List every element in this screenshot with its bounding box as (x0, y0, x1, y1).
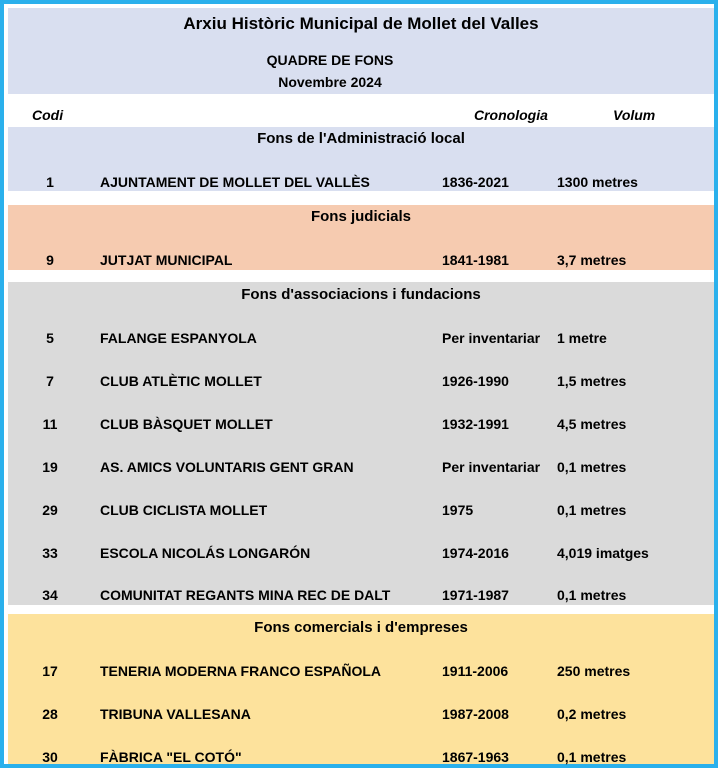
row-code: 9 (46, 252, 54, 268)
row-code: 7 (46, 373, 54, 389)
row-name: JUTJAT MUNICIPAL (100, 252, 233, 268)
table-row (8, 172, 714, 192)
section-title: Fons judicials (310, 208, 412, 225)
table-row (8, 543, 714, 563)
document-title: Arxiu Històric Municipal de Mollet del Valles (183, 14, 539, 33)
table-row (8, 250, 714, 270)
row-volume: 4,5 metres (557, 416, 627, 432)
row-volume: 1300 metres (557, 174, 638, 190)
row-volume: 0,1 metres (557, 459, 627, 475)
row-name: CLUB BÀSQUET MOLLET (100, 416, 273, 432)
row-chronology: Per inventariar (442, 330, 541, 346)
header-band (8, 8, 714, 94)
row-volume: 0,1 metres (557, 749, 627, 765)
row-name: TENERIA MODERNA FRANCO ESPAÑOLA (100, 663, 382, 679)
row-volume: 0,1 metres (557, 587, 627, 603)
row-name: COMUNITAT REGANTS MINA REC DE DALT (100, 587, 391, 603)
row-code: 34 (42, 587, 58, 603)
table-row (8, 371, 714, 391)
table-row (8, 661, 714, 681)
row-code: 17 (42, 663, 58, 679)
row-volume: 1 metre (557, 330, 607, 346)
header-code: Codi (32, 107, 64, 123)
section-title: Fons de l'Administració local (257, 130, 465, 147)
section-comercials (8, 614, 714, 764)
section-title: Fons d'associacions i fundacions (241, 286, 481, 303)
row-name: AS. AMICS VOLUNTARIS GENT GRAN (100, 459, 354, 475)
document-subtitle: QUADRE DE FONS (266, 52, 394, 68)
table-row (8, 328, 714, 348)
header-chronology: Cronologia (474, 107, 548, 123)
table-row (8, 585, 714, 605)
row-name: TRIBUNA VALLESANA (100, 706, 251, 722)
row-code: 33 (42, 545, 58, 561)
row-code: 28 (42, 706, 58, 722)
row-name: FALANGE ESPANYOLA (100, 330, 257, 346)
row-code: 1 (46, 174, 54, 190)
row-name: CLUB ATLÈTIC MOLLET (100, 373, 262, 389)
document-date: Novembre 2024 (278, 74, 382, 90)
table-row (8, 500, 714, 520)
row-volume: 0,1 metres (557, 502, 627, 518)
row-code: 19 (42, 459, 58, 475)
section-title: Fons comercials i d'empreses (254, 619, 468, 636)
row-name: ESCOLA NICOLÁS LONGARÓN (100, 545, 311, 561)
row-chronology: 1926-1990 (442, 373, 509, 389)
row-chronology: 1841-1981 (442, 252, 509, 268)
table-row (8, 414, 714, 434)
row-chronology: 1911-2006 (442, 663, 509, 679)
row-chronology: 1932-1991 (442, 416, 509, 432)
header-volume: Volum (613, 107, 656, 123)
row-chronology: 1975 (442, 502, 474, 518)
row-code: 11 (42, 416, 58, 432)
row-chronology: Per inventariar (442, 459, 541, 475)
row-volume: 250 metres (557, 663, 631, 679)
row-chronology: 1987-2008 (442, 706, 509, 722)
row-chronology: 1974-2016 (442, 545, 509, 561)
row-volume: 3,7 metres (557, 252, 627, 268)
table-row (8, 747, 714, 767)
row-code: 30 (42, 749, 58, 765)
row-chronology: 1836-2021 (442, 174, 509, 190)
column-headers (8, 104, 714, 126)
row-code: 29 (42, 502, 58, 518)
row-volume: 0,2 metres (557, 706, 627, 722)
row-name: CLUB CICLISTA MOLLET (100, 502, 268, 518)
row-volume: 4,019 imatges (557, 545, 649, 561)
row-name: AJUNTAMENT DE MOLLET DEL VALLÈS (100, 174, 370, 190)
row-chronology: 1971-1987 (442, 587, 509, 603)
table-row (8, 704, 714, 724)
table-row (8, 457, 714, 477)
row-name: FÀBRICA "EL COTÓ" (100, 749, 242, 765)
row-chronology: 1867-1963 (442, 749, 509, 765)
row-volume: 1,5 metres (557, 373, 627, 389)
row-code: 5 (46, 330, 54, 346)
